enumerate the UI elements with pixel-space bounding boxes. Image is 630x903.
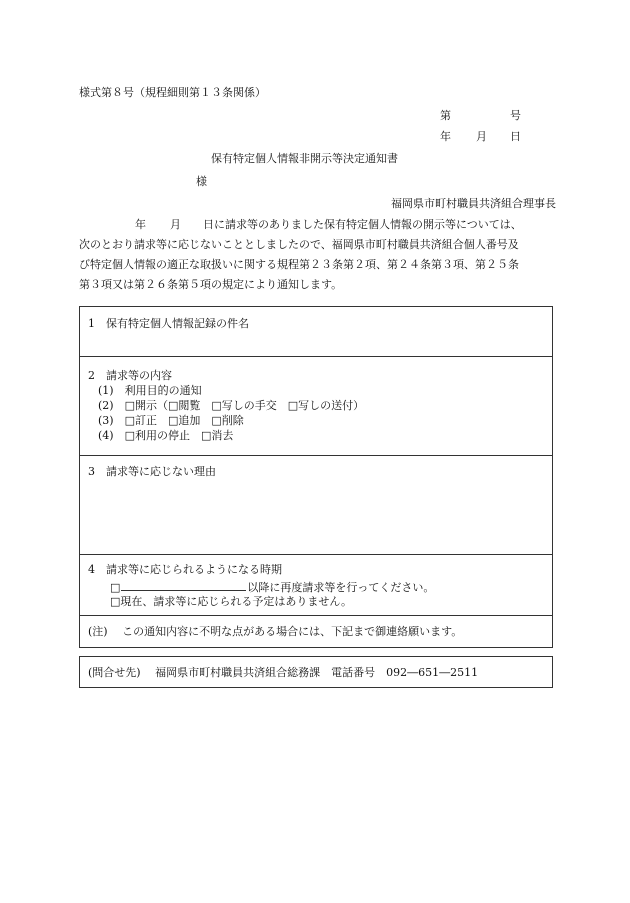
page-title: 保有特定個人情報非開示等決定通知書 xyxy=(211,152,398,165)
contact-text: (問合せ先) 福岡県市町村職員共済組合総務課 電話番号 092―651―2511 xyxy=(88,666,479,679)
date-month: 月 xyxy=(476,130,487,143)
contact-box xyxy=(79,656,553,688)
request-item-4: (4) □利用の停止 □消去 xyxy=(98,429,234,442)
section-subject xyxy=(80,307,552,356)
checkbox-box: □ xyxy=(110,581,121,594)
section-note xyxy=(80,615,552,647)
body-line-3: び特定個人情報の適正な取扱いに関する規程第２３条第２項、第２４条第３項、第２５条 xyxy=(79,258,519,271)
section-4-title: 4 請求等に応じられるようになる時期 xyxy=(88,563,282,576)
timing-option-1 xyxy=(110,579,434,595)
details-table xyxy=(79,306,553,648)
section-request xyxy=(80,356,552,455)
form-id: 様式第８号（規程細則第１３条関係） xyxy=(79,86,266,99)
body-month: 月 xyxy=(170,218,181,231)
body-year: 年 xyxy=(135,218,146,231)
request-item-1: (1) 利用目的の通知 xyxy=(98,384,202,397)
body-line-1 xyxy=(79,215,557,235)
date-blank-line xyxy=(121,579,246,591)
section-2-title: 2 請求等の内容 xyxy=(88,369,172,382)
date-year: 年 xyxy=(440,130,451,143)
doc-number-suffix: 号 xyxy=(510,109,521,122)
timing-option-1-text: 以降に再度請求等を行ってください。 xyxy=(247,581,435,594)
body-paragraph xyxy=(79,215,557,295)
addressee-suffix: 様 xyxy=(196,175,207,188)
section-3-title: 3 請求等に応じない理由 xyxy=(88,465,216,478)
body-line-1-text: 日に請求等のありました保有特定個人情報の開示等については、 xyxy=(203,218,522,231)
section-timing xyxy=(80,554,552,615)
sender-name: 福岡県市町村職員共済組合理事長 xyxy=(391,197,556,210)
doc-number-prefix: 第 xyxy=(440,109,451,122)
request-item-2: (2) □開示（□閲覧 □写しの手交 □写しの送付） xyxy=(98,399,365,412)
note-text: (注) この通知内容に不明な点がある場合には、下記まで御連絡願います。 xyxy=(88,625,463,638)
date-day: 日 xyxy=(510,130,521,143)
body-line-2: 次のとおり請求等に応じないこととしましたので、福岡県市町村職員共済組合個人番号及 xyxy=(79,238,519,251)
section-1-title: 1 保有特定個人情報記録の件名 xyxy=(88,317,249,330)
body-line-4: 第３項又は第２６条第５項の規定により通知します。 xyxy=(79,278,343,291)
section-reason xyxy=(80,455,552,554)
request-item-3: (3) □訂正 □追加 □削除 xyxy=(98,414,244,427)
timing-option-2: □現在、請求等に応じられる予定はありません。 xyxy=(110,595,353,608)
